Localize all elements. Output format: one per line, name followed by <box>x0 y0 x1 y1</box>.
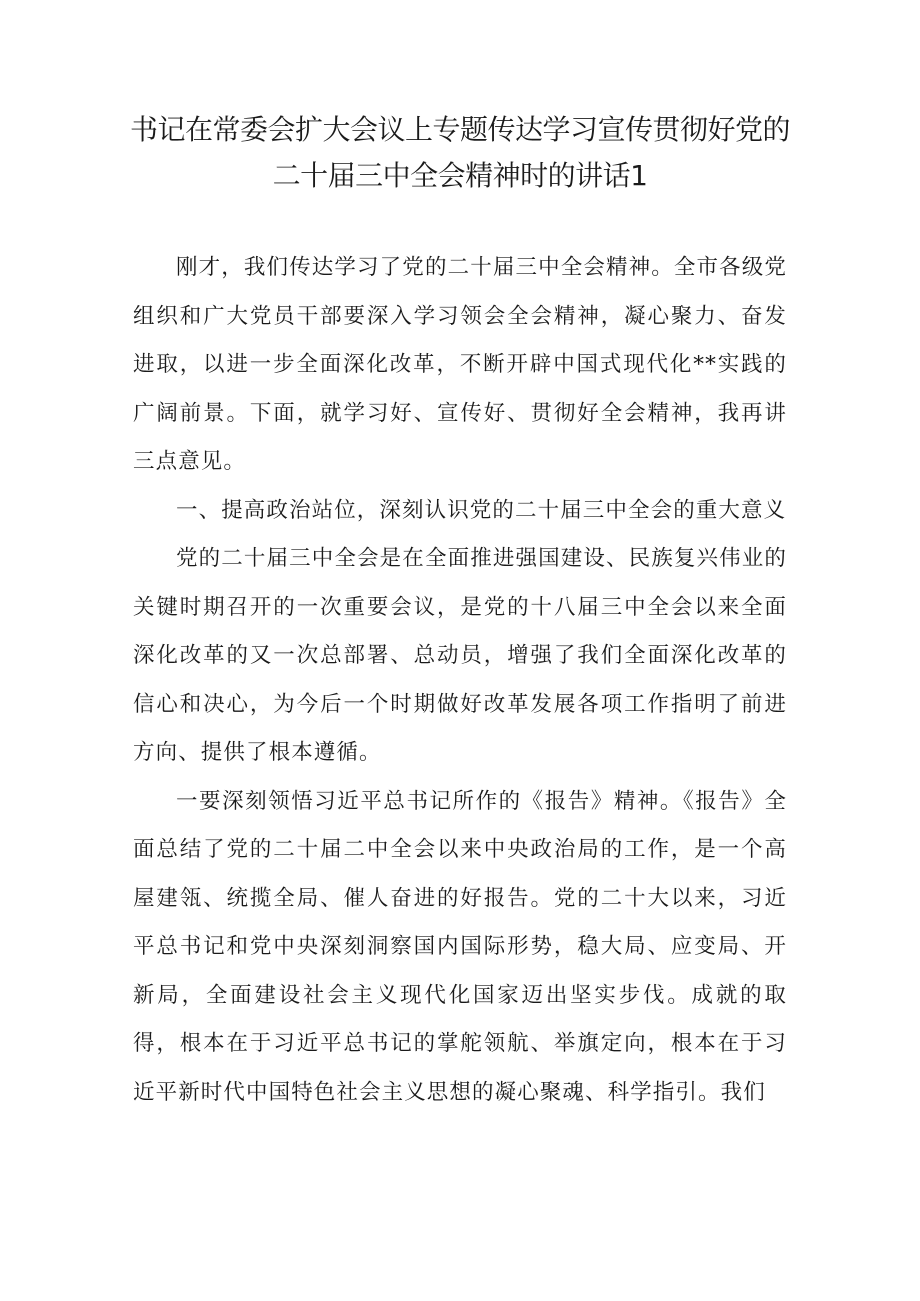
document-body <box>133 244 787 1117</box>
body-paragraph-significance: 党的二十届三中全会是在全面推进强国建设、民族复兴伟业的关键时期召开的一次重要会议，是党的十八届三中全会以来全面深化改革的又一次总部署、总动员，增强了我们全面深化改革的信心和决心，为今后一个时期做好改革发展各项工作指明了前进方向、提供了根本遵循。 <box>133 546 787 765</box>
section-heading-1: 一、提高政治站位，深刻认识党的二十届三中全会的重大意义 <box>176 497 787 523</box>
body-paragraph-intro: 刚才，我们传达学习了党的二十届三中全会精神。全市各级党组织和广大党员干部要深入学习领会全会精神，凝心聚力、奋发进取，以进一步全面深化改革，不断开辟中国式现代化**实践的广阔前景。下面，就学习好、宣传好、贯彻好全会精神，我再讲三点意见。 <box>133 255 787 474</box>
body-paragraph-report: 一要深刻领悟习近平总书记所作的《报告》精神。《报告》全面总结了党的二十届二中全会以来中央政治局的工作，是一个高屋建瓴、统揽全局、催人奋进的好报告。党的二十大以来，习近平总书记和党中央深刻洞察国内国际形势，稳大局、应变局、开新局，全面建设社会主义现代化国家迈出坚实步伐。成就的取得，根本在于习近平总书记的掌舵领航、举旗定向，根本在于习近平新时代中国特色社会主义思想的凝心聚魂、科学指引。我们 <box>133 788 787 1105</box>
document-title-line-1: 书记在常委会扩大会议上专题传达学习宣传贯彻好党的 <box>129 113 790 146</box>
document-title-line-2: 二十届三中全会精神时的讲话1 <box>272 159 648 192</box>
